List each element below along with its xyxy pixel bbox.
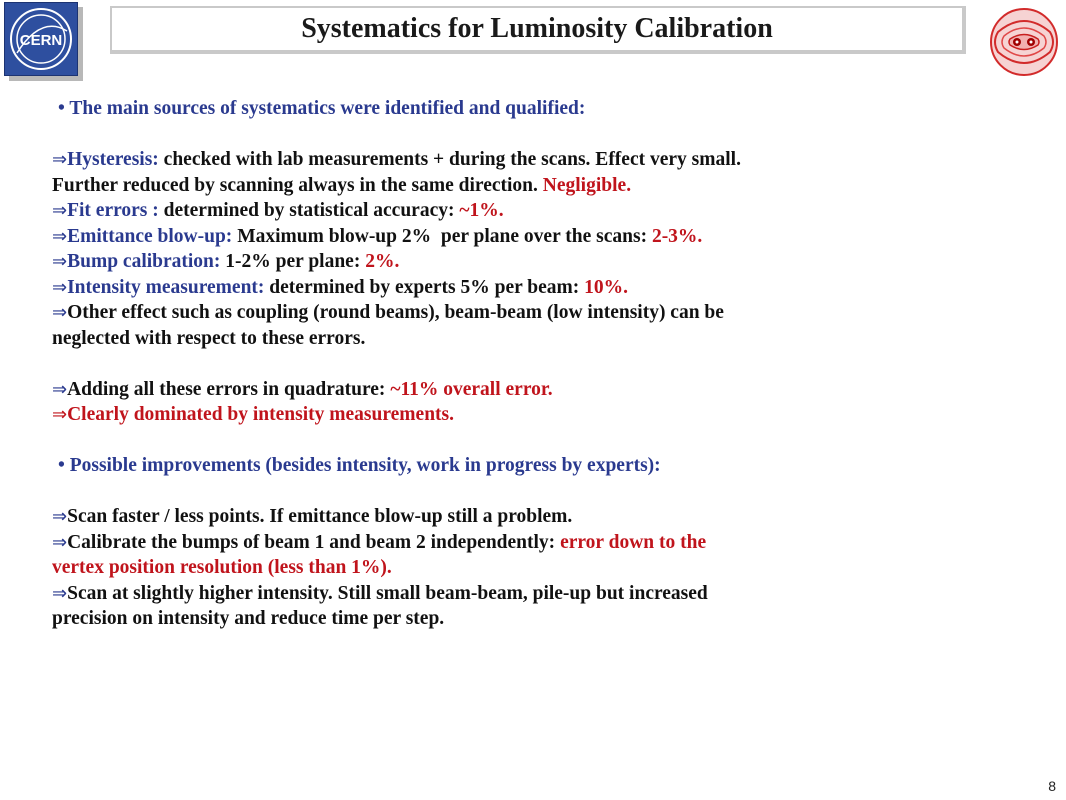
list-item-calibrate-bumps: ⇒Calibrate the bumps of beam 1 and beam 2 independently: error down to the [52,531,707,553]
implies-arrow-icon: ⇒ [52,506,68,527]
list-item-other-effects: ⇒Other effect such as coupling (round beams), beam-beam (low intensity) can be [52,302,724,323]
list-item-other-effects-cont: neglected with respect to these errors. [52,327,366,349]
implies-arrow-icon: ⇒ [52,378,68,400]
summary-quadrature: ⇒Adding all these errors in quadrature: ~11% overall error. [52,378,553,400]
title-box [110,6,966,54]
slide-content [52,96,1052,632]
implies-arrow-icon: ⇒ [52,149,68,170]
list-item-hysteresis: ⇒Hysteresis: checked with lab measurements + during the scans. Effect very small. [52,149,741,170]
list-item-higher-intensity-cont: precision on intensity and reduce time per step. [52,608,445,629]
page-number: 8 [1048,778,1056,794]
implies-arrow-icon: ⇒ [52,404,68,425]
implies-arrow-icon: ⇒ [52,200,68,221]
slide-title: Systematics for Luminosity Calibration [301,13,773,44]
implies-arrow-icon: ⇒ [52,251,68,272]
cern-logo [4,2,78,76]
implies-arrow-icon: ⇒ [52,531,68,553]
implies-arrow-icon: ⇒ [52,276,68,298]
implies-arrow-icon: ⇒ [52,582,68,604]
list-item-bump-calibration: ⇒Bump calibration: 1-2% per plane: 2%. [52,251,400,272]
list-item-hysteresis-cont: Further reduced by scanning always in the same direction. Negligible. [52,174,632,196]
list-item-calibrate-bumps-cont: vertex position resolution (less than 1%). [52,557,392,578]
list-item-emittance: ⇒Emittance blow-up: Maximum blow-up 2% per plane over the scans: 2-3%. [52,225,703,247]
summary-dominated: ⇒Clearly dominated by intensity measurements. [52,404,455,425]
list-item-intensity: ⇒Intensity measurement: determined by experts 5% per beam: 10%. [52,276,629,298]
list-item-fit-errors: ⇒Fit errors : determined by statistical accuracy: ~1%. [52,200,504,221]
bullet-main-sources: • The main sources of systematics were identified and qualified: [58,98,586,119]
cern-logo-text: CERN [19,32,63,49]
bullet-improvements: • Possible improvements (besides intensity, work in progress by experts): [58,455,661,476]
implies-arrow-icon: ⇒ [52,225,68,247]
lhc-logo [984,2,1064,82]
list-item-higher-intensity: ⇒Scan at slightly higher intensity. Still small beam-beam, pile-up but increased [52,582,708,604]
list-item-scan-faster: ⇒Scan faster / less points. If emittance blow-up still a problem. [52,506,573,527]
implies-arrow-icon: ⇒ [52,302,68,323]
